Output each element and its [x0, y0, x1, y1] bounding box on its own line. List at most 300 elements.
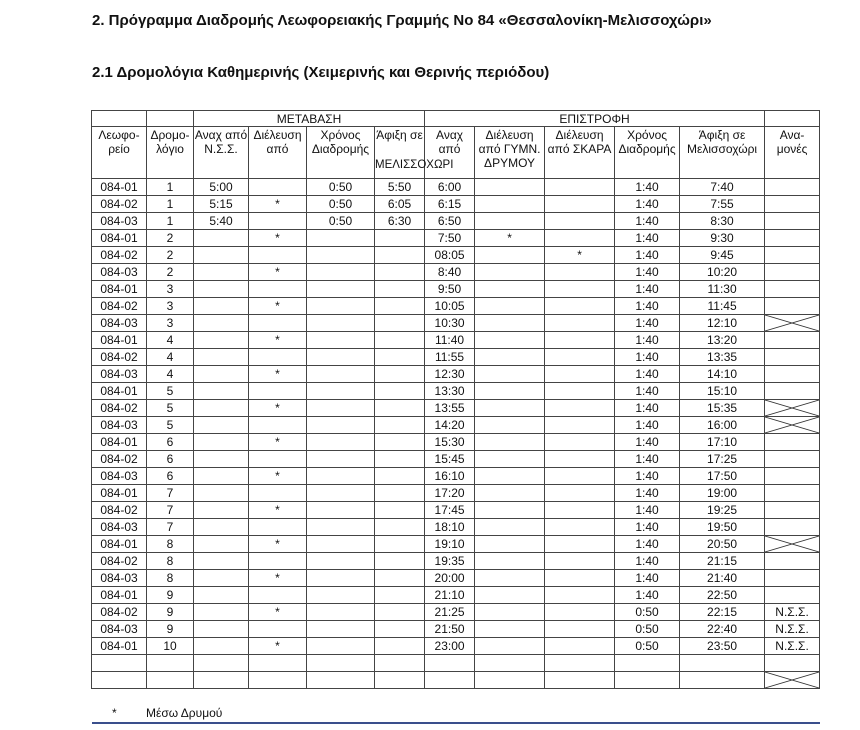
cell-wait	[765, 366, 820, 383]
cell-dep	[194, 349, 249, 366]
cell-gym	[475, 332, 545, 349]
cell-skara	[545, 230, 615, 247]
table-row	[92, 349, 820, 366]
cell-rdur: 1:40	[615, 281, 680, 298]
cell-route: 6	[147, 468, 194, 485]
cell-bus: 084-01	[92, 434, 147, 451]
cell-dep	[194, 383, 249, 400]
cell-skara	[545, 298, 615, 315]
cell-bus: 084-01	[92, 332, 147, 349]
cell-bus: 084-03	[92, 264, 147, 281]
cell-dur	[307, 247, 375, 264]
cell-dur	[307, 587, 375, 604]
cell-gym	[475, 485, 545, 502]
cell-route: 1	[147, 179, 194, 196]
cell-rarr: 20:50	[680, 536, 765, 553]
cell-wait	[765, 213, 820, 230]
cell-arr	[375, 366, 425, 383]
cell-dep	[194, 468, 249, 485]
cell-route: 8	[147, 536, 194, 553]
cell-skara	[545, 604, 615, 621]
cell-bus: 084-01	[92, 179, 147, 196]
cell-wait	[765, 230, 820, 247]
cell-rdep: 23:00	[425, 638, 475, 655]
table-row	[92, 451, 820, 468]
cell-rdep	[425, 655, 475, 672]
cell-wait-crossed	[765, 400, 820, 417]
cell-arr	[375, 230, 425, 247]
cell-bus: 084-01	[92, 587, 147, 604]
cell-rdur: 0:50	[615, 638, 680, 655]
cell-skara	[545, 451, 615, 468]
cell-dur	[307, 502, 375, 519]
cell-arr	[375, 383, 425, 400]
col-header-dur-out: Χρόνος Διαδρομής	[307, 127, 375, 179]
cell-skara	[545, 519, 615, 536]
cell-rdep: 21:25	[425, 604, 475, 621]
cell-rdur: 1:40	[615, 298, 680, 315]
blank-header-cell	[765, 111, 820, 127]
table-row	[92, 553, 820, 570]
cross-mark-icon	[765, 536, 819, 552]
cell-gym	[475, 349, 545, 366]
cell-dep	[194, 332, 249, 349]
cell-wait	[765, 281, 820, 298]
cell-gym	[475, 570, 545, 587]
cell-rarr: 14:10	[680, 366, 765, 383]
cell-dur	[307, 230, 375, 247]
cell-dur	[307, 349, 375, 366]
cell-gym	[475, 519, 545, 536]
cell-skara	[545, 621, 615, 638]
col-header-bus: Λεωφο-ρείο	[92, 127, 147, 179]
cell-rarr: 16:00	[680, 417, 765, 434]
cell-bus: 084-03	[92, 366, 147, 383]
cell-via	[249, 485, 307, 502]
cell-wait	[765, 451, 820, 468]
cell-arr	[375, 264, 425, 281]
footer-rule	[92, 722, 820, 724]
cell-rdep: 21:10	[425, 587, 475, 604]
cell-bus: 084-01	[92, 536, 147, 553]
cell-rdur: 1:40	[615, 264, 680, 281]
cell-dur	[307, 672, 375, 689]
col-header-via-skara: Διέλευση από ΣΚΑΡΑ	[545, 127, 615, 179]
cell-rdep: 17:20	[425, 485, 475, 502]
cell-skara	[545, 638, 615, 655]
cell-route: 7	[147, 485, 194, 502]
cell-route: 4	[147, 366, 194, 383]
cell-via	[249, 281, 307, 298]
cell-dep	[194, 366, 249, 383]
cell-gym	[475, 417, 545, 434]
cell-arr	[375, 570, 425, 587]
cell-rdur: 1:40	[615, 349, 680, 366]
cell-route: 2	[147, 264, 194, 281]
cell-wait	[765, 298, 820, 315]
cell-rdur: 1:40	[615, 196, 680, 213]
cell-rarr: 19:25	[680, 502, 765, 519]
table-row	[92, 281, 820, 298]
cell-dur	[307, 451, 375, 468]
footnote-text: Μέσω Δρυμού	[146, 706, 223, 720]
cell-rdur: 1:40	[615, 536, 680, 553]
cell-dep	[194, 315, 249, 332]
cell-skara	[545, 366, 615, 383]
cell-rarr: 21:40	[680, 570, 765, 587]
cell-bus	[92, 655, 147, 672]
table-row	[92, 332, 820, 349]
cell-dur	[307, 315, 375, 332]
cell-gym	[475, 315, 545, 332]
cell-rdur	[615, 655, 680, 672]
cell-bus: 084-03	[92, 570, 147, 587]
cell-dur	[307, 264, 375, 281]
cell-route: 5	[147, 417, 194, 434]
cell-dep	[194, 570, 249, 587]
cell-route: 9	[147, 587, 194, 604]
cell-dur	[307, 417, 375, 434]
cell-rdep: 6:50	[425, 213, 475, 230]
cell-dur: 0:50	[307, 179, 375, 196]
cell-gym	[475, 587, 545, 604]
cell-bus: 084-02	[92, 400, 147, 417]
cell-via	[249, 417, 307, 434]
cell-rdep: 11:55	[425, 349, 475, 366]
cell-skara: *	[545, 247, 615, 264]
table-row	[92, 383, 820, 400]
cell-rdur: 1:40	[615, 468, 680, 485]
cell-rdur: 1:40	[615, 383, 680, 400]
table-row	[92, 315, 820, 332]
cell-route: 5	[147, 383, 194, 400]
cell-gym	[475, 383, 545, 400]
cell-rdur: 1:40	[615, 179, 680, 196]
cell-skara	[545, 400, 615, 417]
cell-gym	[475, 468, 545, 485]
cell-dur	[307, 621, 375, 638]
cell-rdep: 20:00	[425, 570, 475, 587]
cell-dur	[307, 400, 375, 417]
cell-skara	[545, 485, 615, 502]
cell-rarr: 19:50	[680, 519, 765, 536]
cell-gym	[475, 366, 545, 383]
cell-skara	[545, 655, 615, 672]
cell-bus: 084-03	[92, 468, 147, 485]
cell-skara	[545, 536, 615, 553]
cell-dur	[307, 536, 375, 553]
cell-via	[249, 587, 307, 604]
cell-gym	[475, 179, 545, 196]
cell-skara	[545, 349, 615, 366]
cell-wait	[765, 247, 820, 264]
cell-skara	[545, 383, 615, 400]
cell-bus: 084-01	[92, 230, 147, 247]
timetable-body	[92, 179, 820, 689]
cell-gym	[475, 536, 545, 553]
cell-via	[249, 247, 307, 264]
cell-arr	[375, 298, 425, 315]
cell-rarr: 7:55	[680, 196, 765, 213]
cell-rdep: 7:50	[425, 230, 475, 247]
cell-rarr	[680, 672, 765, 689]
cell-arr	[375, 247, 425, 264]
table-row	[92, 519, 820, 536]
cell-gym	[475, 672, 545, 689]
cell-wait	[765, 349, 820, 366]
cell-arr	[375, 587, 425, 604]
cell-gym	[475, 638, 545, 655]
cell-skara	[545, 587, 615, 604]
cell-arr	[375, 553, 425, 570]
cell-dur	[307, 604, 375, 621]
cell-gym	[475, 298, 545, 315]
cell-wait	[765, 434, 820, 451]
cell-wait: Ν.Σ.Σ.	[765, 621, 820, 638]
cell-via: *	[249, 298, 307, 315]
cell-dur	[307, 434, 375, 451]
cell-dep	[194, 281, 249, 298]
group-header-metavasi: ΜΕΤΑΒΑΣΗ	[194, 111, 425, 127]
col-header-waits: Ανα-μονές	[765, 127, 820, 179]
cross-mark-icon	[765, 417, 819, 433]
timetable	[91, 110, 820, 689]
table-row	[92, 570, 820, 587]
cell-dur	[307, 638, 375, 655]
cell-route: 3	[147, 281, 194, 298]
cell-skara	[545, 264, 615, 281]
cell-gym	[475, 451, 545, 468]
cell-skara	[545, 179, 615, 196]
cell-dep	[194, 434, 249, 451]
page-heading: 2. Πρόγραμμα Διαδρομής Λεωφορειακής Γραμμής Νο 84 «Θεσσαλονίκη-Μελισσοχώρι»	[92, 12, 712, 29]
cell-dep	[194, 451, 249, 468]
cell-skara	[545, 434, 615, 451]
table-row	[92, 638, 820, 655]
cell-rarr: 15:10	[680, 383, 765, 400]
cell-route: 2	[147, 247, 194, 264]
cell-via	[249, 179, 307, 196]
cell-bus: 084-02	[92, 604, 147, 621]
cell-arr	[375, 502, 425, 519]
cell-dep	[194, 417, 249, 434]
cell-dep	[194, 655, 249, 672]
cell-rarr: 9:30	[680, 230, 765, 247]
cell-wait-crossed	[765, 536, 820, 553]
col-header-dep-ret: Αναχ από	[425, 127, 475, 179]
cell-wait	[765, 655, 820, 672]
cell-rdur: 1:40	[615, 366, 680, 383]
cell-via: *	[249, 230, 307, 247]
cell-route: 10	[147, 638, 194, 655]
cell-bus: 084-03	[92, 213, 147, 230]
group-header-epistrofi: ΕΠΙΣΤΡΟΦΗ	[425, 111, 765, 127]
cell-gym: *	[475, 230, 545, 247]
cell-route: 6	[147, 451, 194, 468]
cell-route: 6	[147, 434, 194, 451]
cell-route: 1	[147, 213, 194, 230]
cell-arr	[375, 332, 425, 349]
cell-arr	[375, 417, 425, 434]
cell-bus	[92, 672, 147, 689]
cell-wait	[765, 179, 820, 196]
cell-bus: 084-02	[92, 349, 147, 366]
cell-bus: 084-02	[92, 247, 147, 264]
cross-mark-icon	[765, 672, 819, 688]
cell-dur	[307, 570, 375, 587]
cell-route: 8	[147, 553, 194, 570]
cell-bus: 084-02	[92, 451, 147, 468]
col-header-route: Δρομο-λόγιο	[147, 127, 194, 179]
cell-via: *	[249, 502, 307, 519]
cell-rdep: 14:20	[425, 417, 475, 434]
cell-via	[249, 621, 307, 638]
cell-via: *	[249, 400, 307, 417]
cell-skara	[545, 213, 615, 230]
cell-gym	[475, 655, 545, 672]
cell-route: 2	[147, 230, 194, 247]
section-heading: 2.1 Δρομολόγια Καθημερινής (Χειμερινής και Θερινής περιόδου)	[92, 64, 550, 81]
cell-arr: 5:50	[375, 179, 425, 196]
cell-via: *	[249, 434, 307, 451]
cell-rdur: 1:40	[615, 315, 680, 332]
cell-rarr: 22:50	[680, 587, 765, 604]
table-row	[92, 434, 820, 451]
cell-dep	[194, 400, 249, 417]
cell-wait	[765, 264, 820, 281]
cell-rdep: 8:40	[425, 264, 475, 281]
cell-rdep: 13:55	[425, 400, 475, 417]
cell-rdur: 0:50	[615, 621, 680, 638]
cell-dur	[307, 366, 375, 383]
cell-via: *	[249, 536, 307, 553]
arr-out-label: Άφιξη σε	[376, 128, 423, 142]
cell-via	[249, 672, 307, 689]
cell-rdep	[425, 672, 475, 689]
cell-bus: 084-01	[92, 485, 147, 502]
cell-bus: 084-02	[92, 502, 147, 519]
cell-rarr: 17:50	[680, 468, 765, 485]
cell-arr	[375, 536, 425, 553]
column-header-row	[92, 127, 820, 179]
cell-wait	[765, 468, 820, 485]
cell-rarr: 15:35	[680, 400, 765, 417]
cell-bus: 084-01	[92, 383, 147, 400]
col-header-via-out: Διέλευση από	[249, 127, 307, 179]
cell-dep: 5:00	[194, 179, 249, 196]
table-row	[92, 468, 820, 485]
table-row	[92, 230, 820, 247]
cell-rarr: 19:00	[680, 485, 765, 502]
cell-rarr: 9:45	[680, 247, 765, 264]
cell-rdep: 21:50	[425, 621, 475, 638]
table-row	[92, 485, 820, 502]
cell-route	[147, 672, 194, 689]
cell-via	[249, 553, 307, 570]
cell-dep	[194, 485, 249, 502]
cell-dep	[194, 604, 249, 621]
cell-rarr: 17:25	[680, 451, 765, 468]
blank-header-cell	[92, 111, 147, 127]
cell-via: *	[249, 468, 307, 485]
cell-route: 5	[147, 400, 194, 417]
table-row	[92, 298, 820, 315]
cell-arr	[375, 655, 425, 672]
cell-wait-crossed	[765, 672, 820, 689]
cell-rdep: 13:30	[425, 383, 475, 400]
cell-wait	[765, 196, 820, 213]
cell-wait: Ν.Σ.Σ.	[765, 638, 820, 655]
cell-dep	[194, 264, 249, 281]
cell-rdep: 11:40	[425, 332, 475, 349]
table-row	[92, 672, 820, 689]
cell-rarr: 11:30	[680, 281, 765, 298]
cell-bus: 084-03	[92, 621, 147, 638]
cell-route: 4	[147, 332, 194, 349]
cell-rdur	[615, 672, 680, 689]
cell-gym	[475, 502, 545, 519]
cell-rarr: 7:40	[680, 179, 765, 196]
cell-skara	[545, 672, 615, 689]
cell-arr	[375, 468, 425, 485]
cell-via: *	[249, 638, 307, 655]
col-header-dep-nss: Αναχ από Ν.Σ.Σ.	[194, 127, 249, 179]
cell-rarr: 22:40	[680, 621, 765, 638]
cell-rdep: 6:15	[425, 196, 475, 213]
cell-bus: 084-03	[92, 417, 147, 434]
cell-rdep: 10:30	[425, 315, 475, 332]
col-header-dur-ret: Χρόνος Διαδρομής	[615, 127, 680, 179]
cell-bus: 084-02	[92, 196, 147, 213]
cell-gym	[475, 281, 545, 298]
cell-dur	[307, 383, 375, 400]
cell-arr	[375, 400, 425, 417]
table-row	[92, 587, 820, 604]
cell-via: *	[249, 264, 307, 281]
cell-rdep: 6:00	[425, 179, 475, 196]
cell-rdur: 1:40	[615, 400, 680, 417]
cell-arr	[375, 672, 425, 689]
cell-dep	[194, 519, 249, 536]
cell-via	[249, 451, 307, 468]
cell-arr: 6:30	[375, 213, 425, 230]
cell-rdur: 1:40	[615, 213, 680, 230]
group-header-row	[92, 111, 820, 127]
col-header-arr-ret: Άφιξη σε Μελισσοχώρι	[680, 127, 765, 179]
cell-bus: 084-03	[92, 519, 147, 536]
table-row	[92, 536, 820, 553]
cell-arr	[375, 638, 425, 655]
cell-skara	[545, 468, 615, 485]
cell-skara	[545, 281, 615, 298]
cell-arr	[375, 434, 425, 451]
cell-rdur: 1:40	[615, 417, 680, 434]
cell-rarr: 17:10	[680, 434, 765, 451]
cell-route: 3	[147, 315, 194, 332]
cell-gym	[475, 553, 545, 570]
cell-dep	[194, 230, 249, 247]
cell-route: 8	[147, 570, 194, 587]
cell-gym	[475, 247, 545, 264]
cell-arr	[375, 349, 425, 366]
cell-bus: 084-02	[92, 298, 147, 315]
footnote-mark: *	[112, 706, 117, 720]
cell-dur	[307, 519, 375, 536]
cell-gym	[475, 264, 545, 281]
cell-rarr: 23:50	[680, 638, 765, 655]
table-row	[92, 502, 820, 519]
cell-wait	[765, 383, 820, 400]
